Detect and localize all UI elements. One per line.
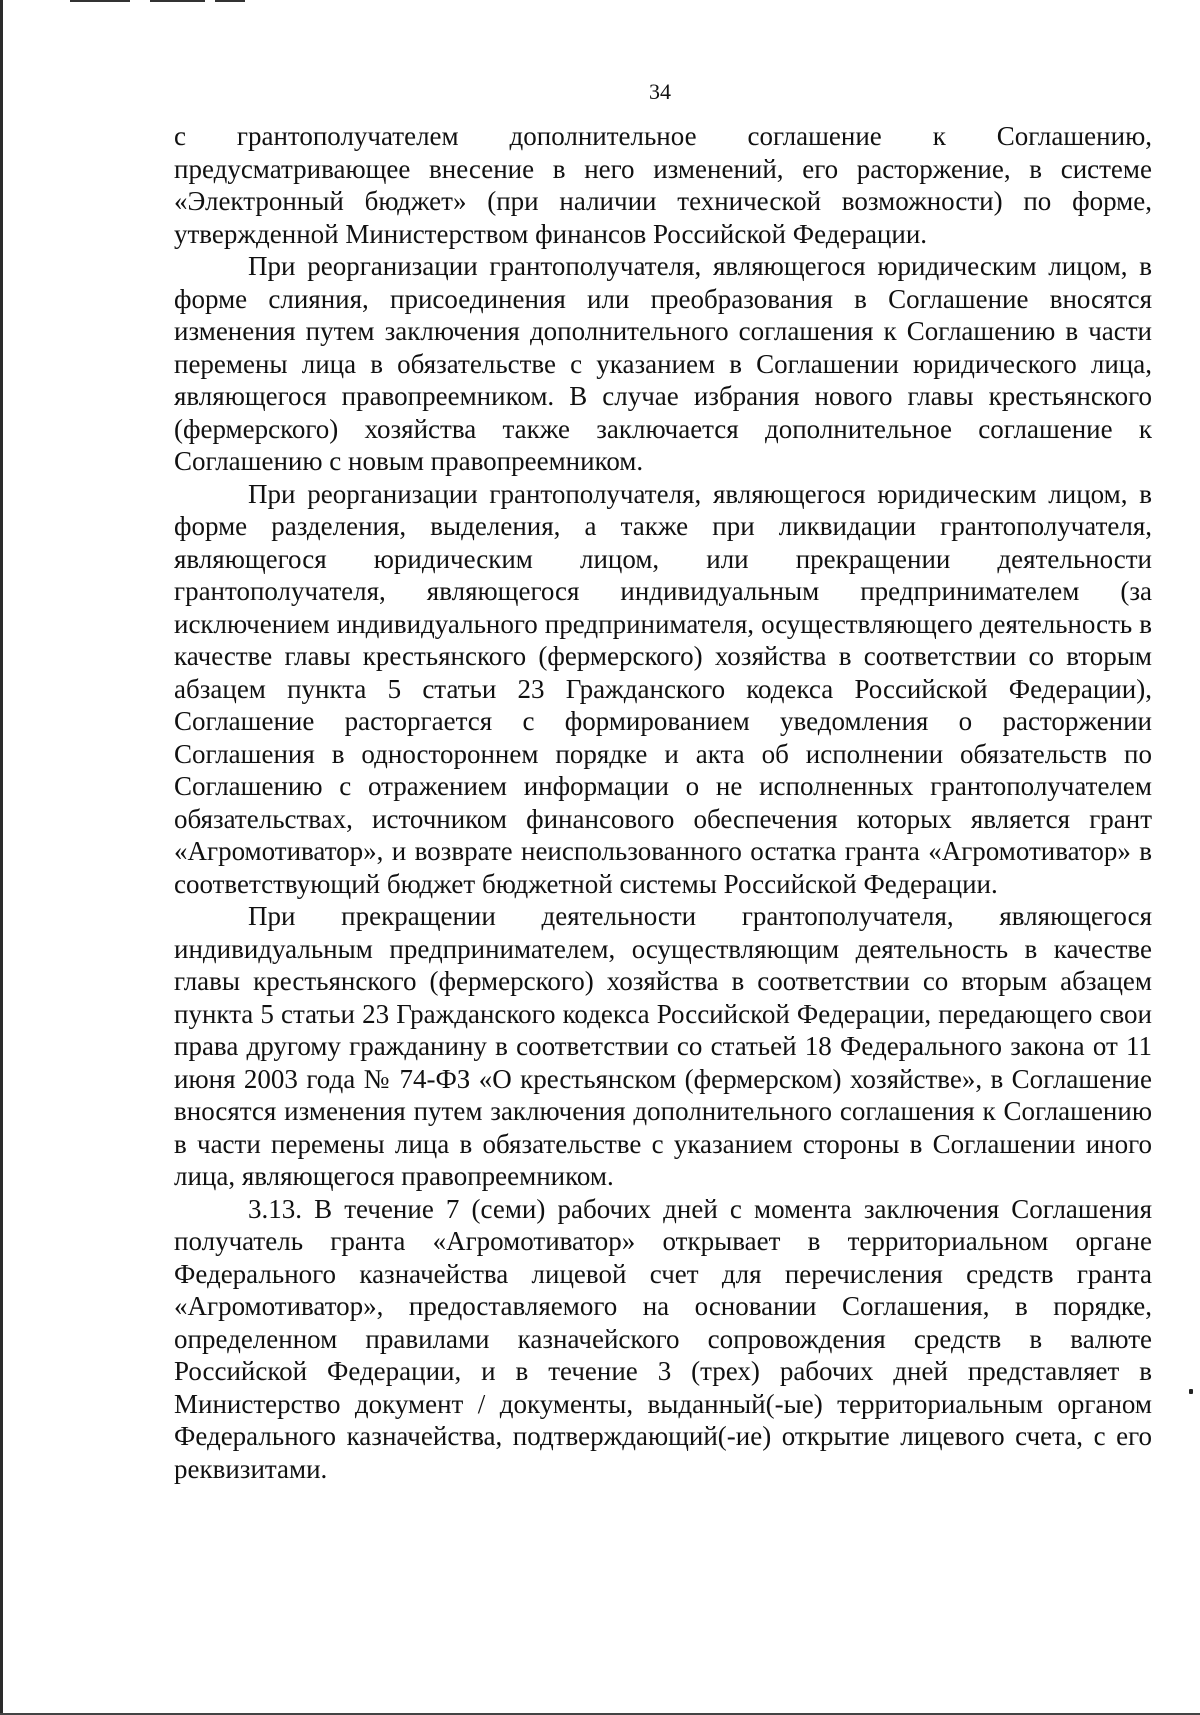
scan-speck xyxy=(1189,1389,1193,1394)
paragraph-rights-transfer: При прекращении деятельности грантополучателя, являющегося индивидуальным предпринимателем, осуществляющим деятельность в качестве главы крестьянского (фермерского) хозяйства в соответствии со вторым абзацем пункта 5 статьи 23 Гражданского кодекса Российской Федерации, передающего свои права другому гражданину в соответствии со статьей 18 Федерального закона от 11 июня 2003 года № 74-ФЗ «О крестьянском (фермерском) хозяйстве», в Соглашение вносятся изменения путем заключения дополнительного соглашения к Соглашению в части перемены лица в обязательстве с указанием стороны в Соглашении иного лица, являющегося правопреемником. xyxy=(174,901,1152,1191)
scan-top-mark xyxy=(150,0,205,2)
page-number: 34 xyxy=(649,79,671,104)
paragraph-division-liquidation: При реорганизации грантополучателя, являющегося юридическим лицом, в форме разделения, выделения, а также при ликвидации грантополучателя, являющегося юридическим лицом, или прекращении деятельности грантополучателя, являющегося индивидуальным предпринимателем (за исключением индивидуального предпринимателя, осуществляющего деятельность в качестве главы крестьянского (фермерского) хозяйства в соответствии со вторым абзацем пункта 5 статьи 23 Гражданского кодекса Российской Федерации), Соглашение расторгается с формированием уведомления о расторжении Соглашения в одностороннем порядке и акта об исполнении обязательств по Соглашению с отражением информации о не исполненных грантополучателем обязательствах, источником финансового обеспечения которых является грант «Агромотиватор», и возврате неиспользованного остатка гранта «Агромотиватор» в соответствующий бюджет бюджетной системы Российской Федерации. xyxy=(174,478,1152,899)
paragraph-merger-reorganization: При реорганизации грантополучателя, являющегося юридическим лицом, в форме слияния, присоединения или преобразования в Соглашение вносятся изменения путем заключения дополнительного соглашения к Соглашению в части перемены лица в обязательстве с указанием в Соглашении юридического лица, являющегося правопреемником. В случае избрания нового главы крестьянского (фермерского) хозяйства также заключается дополнительное соглашение к Соглашению с новым правопреемником. xyxy=(174,251,1152,476)
paragraph-clause-3-13: 3.13. В течение 7 (семи) рабочих дней с момента заключения Соглашения получатель гранта «Агромотиватор» открывает в территориальном органе Федерального казначейства лицевой счет для перечисления средств гранта «Агромотиватор», предоставляемого на основании Соглашения, в порядке, определенном правилами казначейского сопровождения средств в валюте Российской Федерации, и в течение 3 (трех) рабочих дней представляет в Министерство документ / документы, выданный(-ые) территориальным органом Федерального казначейства, подтверждающий(-ие) открытие лицевого счета, с его реквизитами. xyxy=(174,1193,1152,1484)
scan-left-edge xyxy=(0,0,3,1715)
paragraph-continuation: с грантополучателем дополнительное соглашение к Соглашению, предусматривающее внесение в него изменений, его расторжение, в системе «Электронный бюджет» (при наличии технической возможности) по форме, утвержденной Министерством финансов Российской Федерации. xyxy=(174,121,1152,249)
document-body xyxy=(174,120,1152,1485)
scan-top-mark xyxy=(215,0,245,2)
scan-top-mark xyxy=(70,0,130,2)
